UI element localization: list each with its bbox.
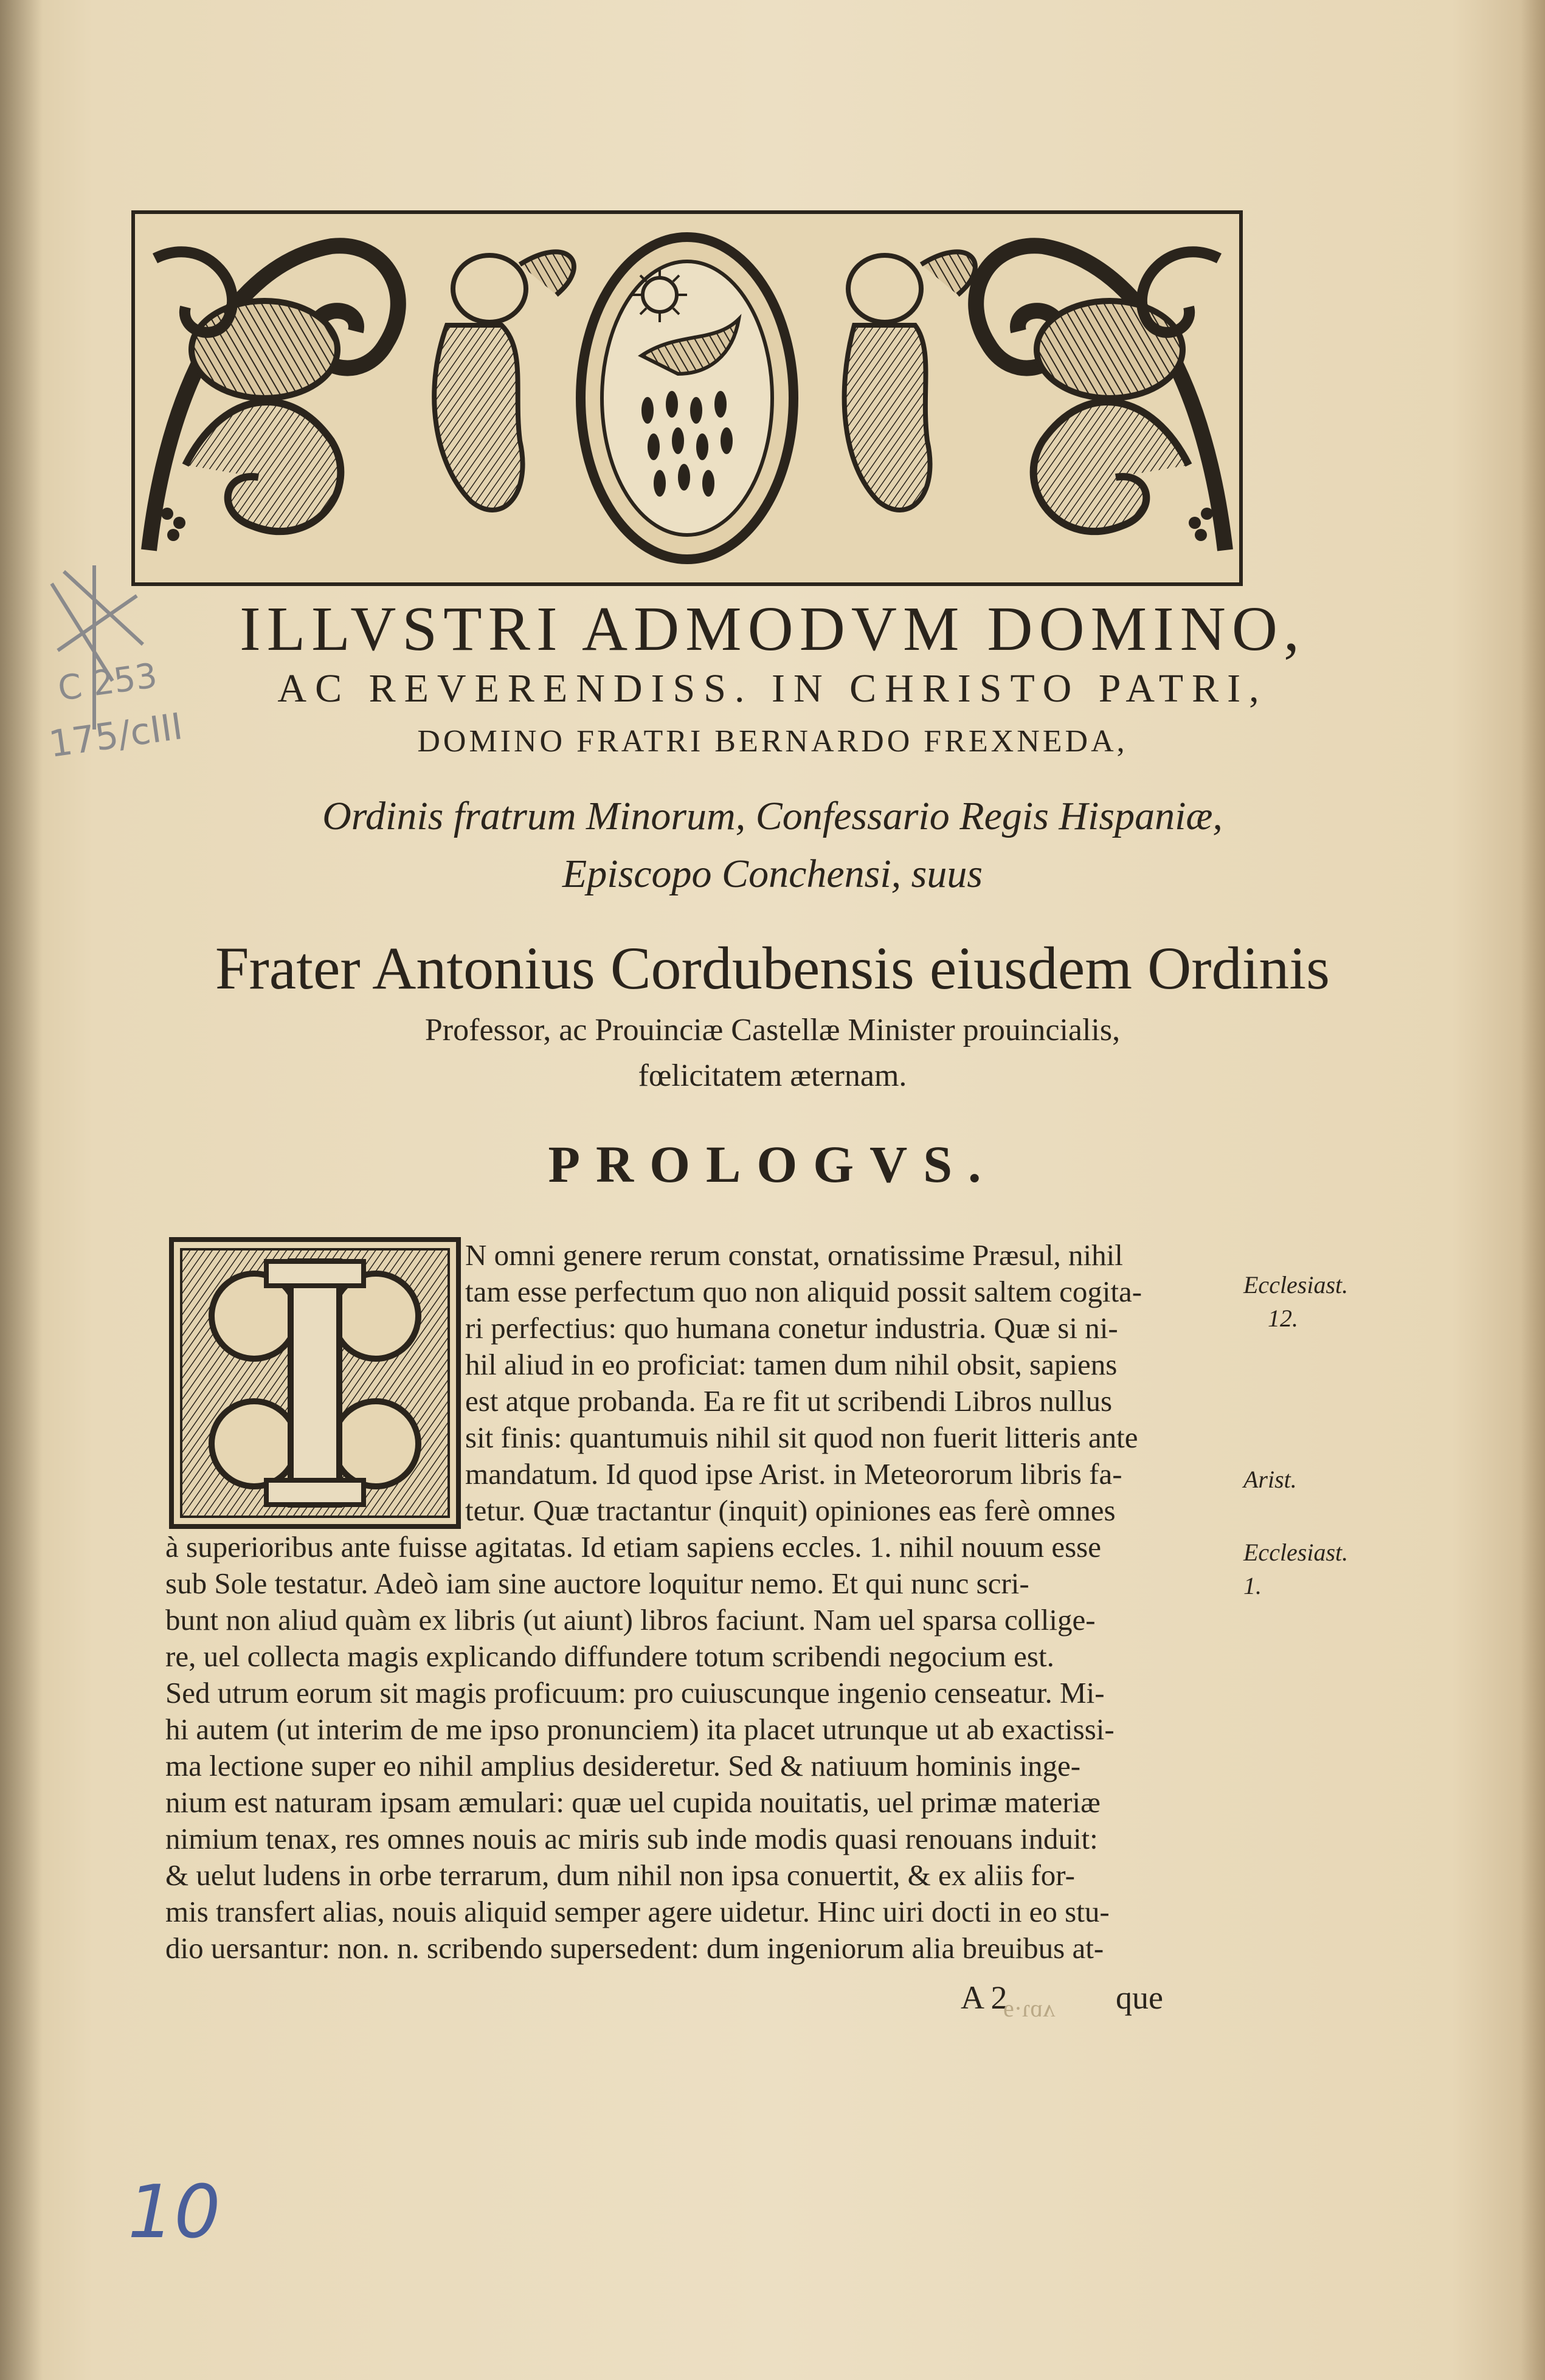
signature-mark: A 2 [961,1979,1008,2016]
body-line: hi autem (ut interim de me ipso pronunciem) ita placet utrunque ut ab exactissi- [165,1713,1115,1746]
body-line: tam esse perfectum quo non aliquid possit saltem cogita- [465,1275,1142,1308]
dedication-line-3: DOMINO FRATRI BERNARDO FREXNEDA, [417,724,1128,759]
handwritten-shelfmark: 175/cIII [46,705,185,767]
handwritten-shelfmark: C 253 [55,655,160,709]
margin-note: Ecclesiast. [1243,1271,1349,1299]
body-line: nimium tenax, res omnes nouis ac miris sub inde modis quasi renouans induit: [165,1822,1098,1855]
margin-note: Ecclesiast. [1243,1539,1349,1566]
section-title: PROLOGVS. [548,1135,997,1193]
dedication-line-7: Professor, ac Prouinciæ Castellæ Minister prouincialis, [424,1013,1121,1047]
body-line: dio uersantur: non. n. scribendo supersedent: dum ingeniorum alia breuibus at- [165,1931,1104,1965]
dedication-line-8: fœlicitatem æternam. [638,1058,907,1093]
decorated-initial-letter [169,1237,461,1529]
body-line: bunt non aliud quàm ex libris (ut aiunt) libros faciunt. Nam uel sparsa collige- [165,1603,1096,1637]
handwritten-folio-number: 10 [128,2170,221,2255]
woodcut-headpiece-ornament [131,210,1243,587]
body-line: Sed utrum eorum sit magis proficuum: pro cuiuscunque ingenio censeatur. Mi- [165,1676,1105,1709]
margin-note: Arist. [1243,1466,1297,1493]
body-line: re, uel collecta magis explicando diffundere totum scribendi negocium est. [165,1640,1054,1673]
body-line: sub Sole testatur. Adeò iam sine auctore loquitur nemo. Et qui nunc scri- [165,1567,1029,1600]
body-line: à superioribus ante fuisse agitatas. Id etiam sapiens eccles. 1. nihil nouum esse [165,1530,1102,1564]
body-line: N omni genere rerum constat, ornatissime Præsul, nihil [465,1238,1123,1272]
body-line: ri perfectius: quo humana conetur industria. Quæ si ni- [465,1311,1118,1345]
body-line: hil aliud in eo proficiat: tamen dum nihil obsit, sapiens [465,1348,1118,1381]
body-line: mandatum. Id quod ipse Arist. in Meteororum libris fa- [465,1457,1122,1491]
dedication-line-5: Episcopo Conchensi, suus [562,852,983,896]
show-through-text: ʌɒɿ·ɘ [1003,1995,1056,2022]
margin-note: 1. [1243,1572,1262,1599]
body-line: mis transfert alias, nouis aliquid semper agere uidetur. Hinc uiri docti in eo stu- [165,1895,1110,1928]
body-line: & uelut ludens in orbe terrarum, dum nihil non ipsa conuertit, & ex aliis for- [165,1858,1075,1892]
dedication-line-1: ILLVSTRI ADMODVM DOMINO, [240,594,1305,664]
body-line: est atque probanda. Ea re fit ut scribendi Libros nullus [465,1384,1113,1418]
body-line: ma lectione super eo nihil amplius desideretur. Sed & natiuum hominis inge- [165,1749,1081,1782]
dedication-author-line: Frater Antonius Cordubensis eiusdem Ordinis [215,934,1330,1002]
body-line: tetur. Quæ tractantur (inquit) opiniones eas ferè omnes [465,1494,1116,1527]
dedication-line-4: Ordinis fratrum Minorum, Confessario Regis Hispaniæ, [322,794,1223,838]
dedication-line-2: AC REVERENDISS. IN CHRISTO PATRI, [277,666,1268,711]
catchword: que [1116,1979,1163,2016]
margin-note: 12. [1268,1305,1298,1332]
body-line: sit finis: quantumuis nihil sit quod non fuerit litteris ante [465,1421,1138,1454]
body-line: nium est naturam ipsam æmulari: quæ uel cupida nouitatis, uel primæ materiæ [165,1785,1101,1819]
